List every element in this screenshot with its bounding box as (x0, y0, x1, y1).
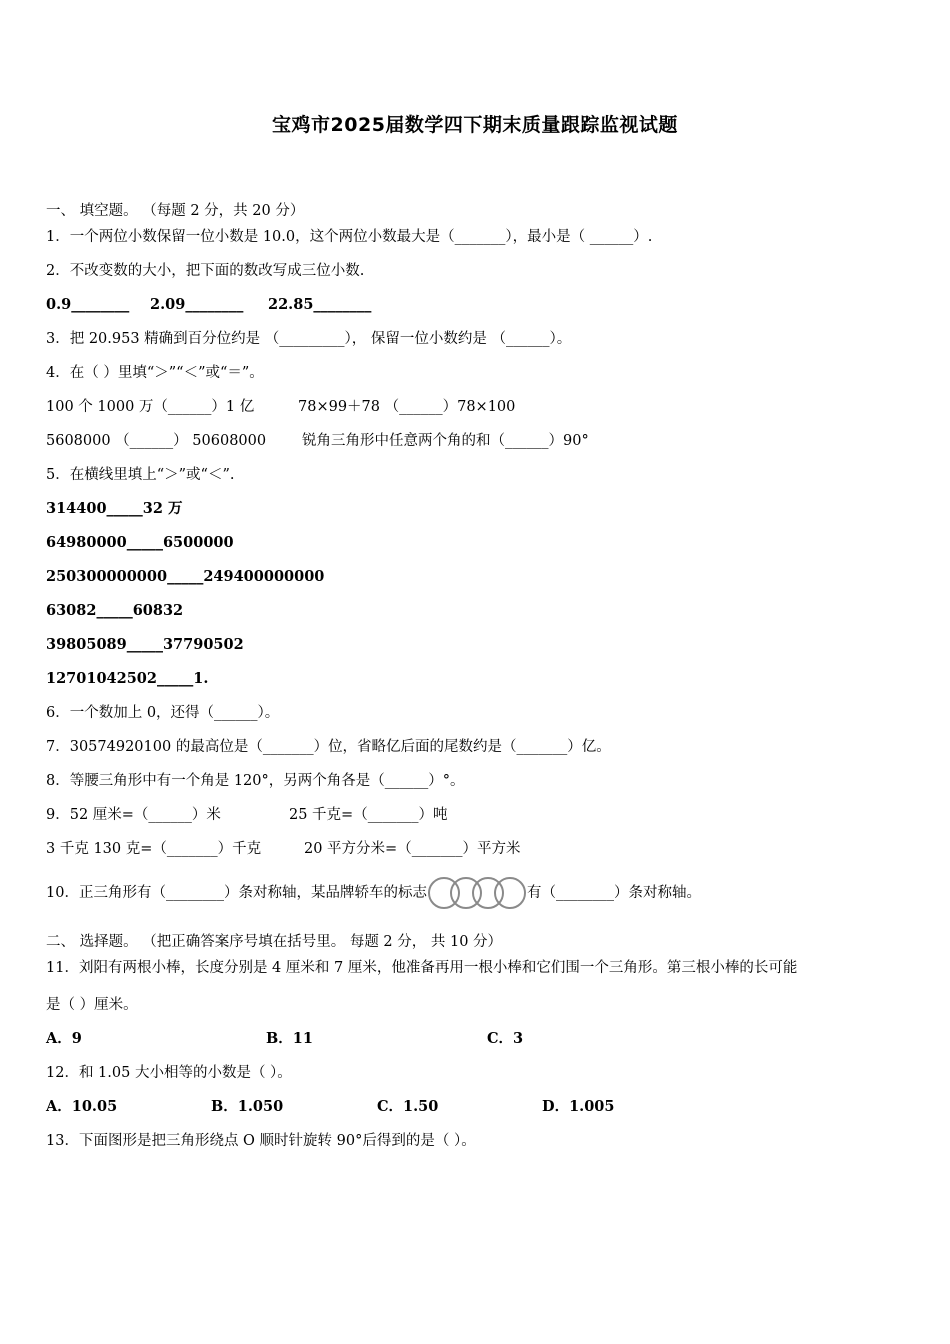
section-1-heading: 一、 填空题。 （每题 2 分，共 20 分） (46, 203, 305, 219)
q5-item-2: 64980000_____6500000 (46, 534, 234, 551)
q5-item-1: 314400_____32 万 (46, 500, 183, 517)
q10-text-after: 有（________）条对称轴。 (526, 885, 701, 901)
question-11-line-1: 11．刘阳有两根小棒，长度分别是 4 厘米和 7 厘米，他准备再用一根小棒和它们围一个三角形。第三根小棒的长可能 (46, 960, 798, 976)
question-4-row-1 (46, 397, 746, 417)
q4-item-1: 100 个 1000 万（______）1 亿 (46, 399, 255, 415)
question-11-options (46, 1029, 646, 1049)
q12-option-b: B．1.050 (211, 1098, 284, 1115)
question-12: 12．和 1.05 大小相等的小数是（ ）。 (46, 1065, 292, 1081)
car-logo-four-rings-icon (428, 876, 526, 910)
q9-item-4: 20 平方分米=（_______）平方米 (304, 841, 521, 857)
question-9-row-2 (46, 839, 646, 859)
question-4: 4．在（ ）里填“＞”“＜”或“＝”。 (46, 365, 264, 381)
q9-item-2: 25 千克=（_______）吨 (289, 807, 448, 823)
q5-item-4: 63082_____60832 (46, 602, 184, 619)
q9-item-3: 3 千克 130 克=（_______）千克 (46, 841, 262, 857)
question-11-line-2: 是（ ）厘米。 (46, 997, 138, 1013)
q9-item-1: 9．52 厘米=（______）米 (46, 807, 221, 823)
question-12-options (46, 1097, 746, 1117)
q2-item-1: 0.9________ (46, 296, 130, 313)
q2-item-3: 22.85________ (268, 296, 372, 313)
q11-option-b: B．11 (266, 1030, 313, 1047)
q4-item-4: 锐角三角形中任意两个角的和（______）90° (302, 433, 589, 449)
question-4-row-2 (46, 431, 746, 451)
question-3: 3．把 20.953 精确到百分位约是 （_________）， 保留一位小数约是 （______）。 (46, 331, 572, 347)
q2-item-2: 2.09________ (150, 296, 244, 313)
q12-option-c: C．1.50 (377, 1098, 439, 1115)
q5-item-3: 250300000000_____249400000000 (46, 568, 325, 585)
question-1: 1．一个两位小数保留一位小数是 10.0，这个两位小数最大是（_______），最小是（ ______）. (46, 229, 653, 245)
question-2-items (46, 295, 646, 315)
question-7: 7．30574920100 的最高位是（_______）位，省略亿后面的尾数约是（_______）亿。 (46, 739, 611, 755)
question-5: 5．在横线里填上“＞”或“＜”. (46, 467, 235, 483)
q4-item-3: 5608000 （______） 50608000 (46, 433, 267, 449)
q4-item-2: 78×99＋78 （______）78×100 (298, 399, 516, 415)
question-9-row-1 (46, 805, 646, 825)
q10-text-before: 10．正三角形有（________）条对称轴，某品牌轿车的标志 (46, 885, 427, 901)
q5-item-6: 12701042502_____1. (46, 670, 209, 687)
q11-option-a: A．9 (46, 1030, 82, 1047)
section-2-heading: 二、 选择题。 （把正确答案序号填在括号里。 每题 2 分， 共 10 分） (46, 934, 503, 950)
page-title: 宝鸡市2025届数学四下期末质量跟踪监视试题 (272, 114, 678, 136)
question-8: 8．等腰三角形中有一个角是 120°，另两个角各是（______）°。 (46, 773, 465, 789)
q5-item-5: 39805089_____37790502 (46, 636, 244, 653)
q11-option-c: C．3 (487, 1030, 524, 1047)
q12-option-a: A．10.05 (46, 1098, 118, 1115)
question-6: 6．一个数加上 0，还得（______）。 (46, 705, 280, 721)
question-13: 13．下面图形是把三角形绕点 O 顺时针旋转 90°后得到的是（ ）。 (46, 1133, 476, 1149)
q12-option-d: D．1.005 (542, 1098, 615, 1115)
question-2: 2．不改变数的大小，把下面的数改写成三位小数. (46, 263, 365, 279)
question-10 (46, 876, 701, 910)
